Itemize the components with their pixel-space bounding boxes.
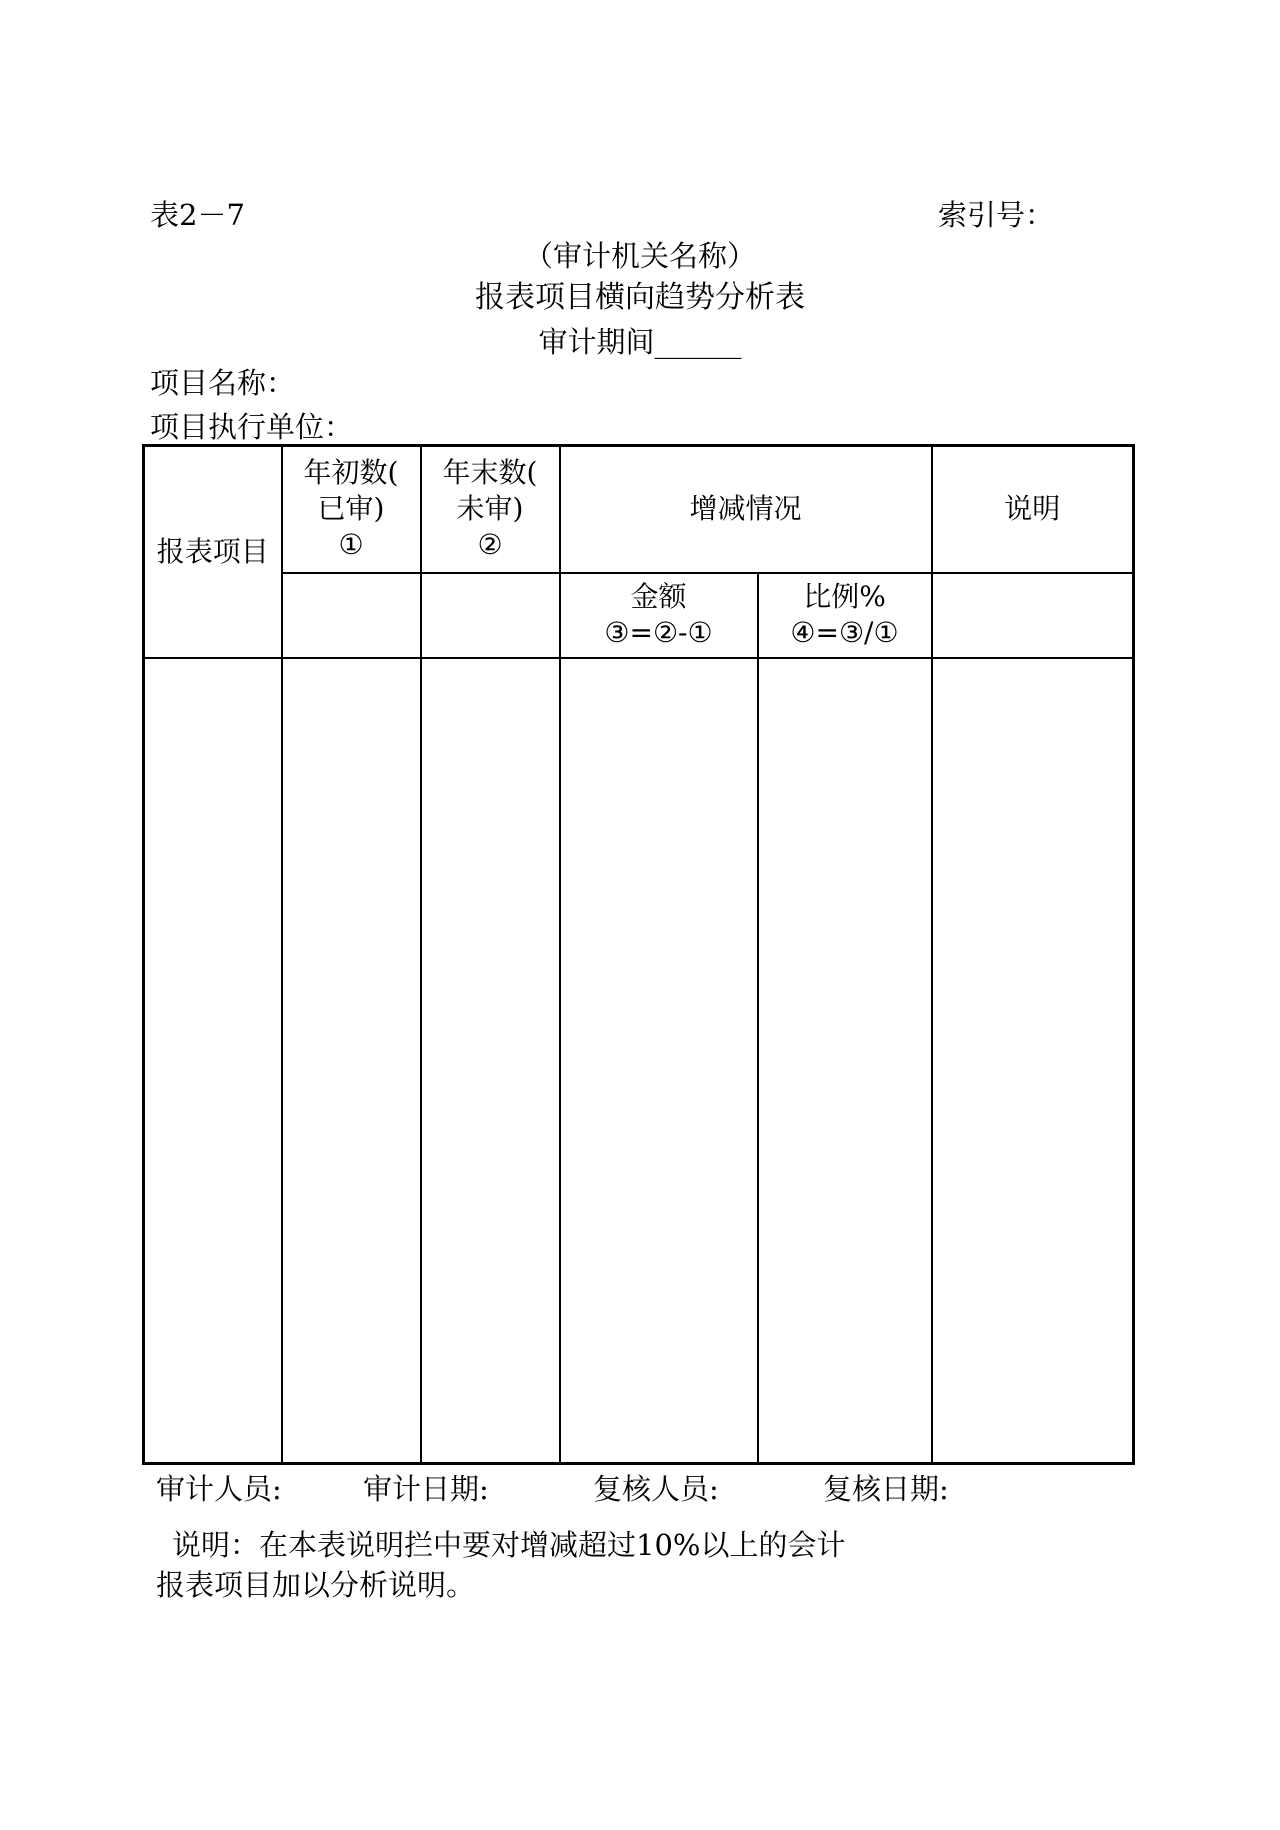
subheader-amount [560,573,758,658]
audit-date-label: 审计日期: [363,1472,489,1506]
subheader-ratio [758,573,932,658]
subheader-amount-line-2: ③=②-① [604,616,713,649]
header-change-situation [560,446,932,573]
header-closing-line-1: 年末数( [442,456,538,490]
auditor-label: 审计人员: [156,1472,282,1506]
header-opening-line-3: ① [338,528,364,562]
table-number: 表2－7 [150,198,245,232]
index-number-label: 索引号： [938,198,1055,232]
header-opening-line-2: 已审) [317,492,385,526]
subheader-ratio-line-2: ④=③/① [790,616,899,649]
executing-unit-label: 项目执行单位： [150,410,354,444]
organization-name: （审计机关名称） [523,239,756,273]
header-opening-line-1: 年初数( [303,456,399,490]
audit-period: 审计期间______ [538,325,742,359]
header-report-item-label: 报表项目 [156,534,269,568]
analysis-table [142,444,1135,1465]
header-report-item [144,446,282,658]
body-report-item-cell[interactable] [144,658,282,1464]
subheader-opening-blank [282,573,421,658]
header-closing-balance [421,446,560,573]
subheader-explanation-blank [932,573,1134,658]
header-explanation-label: 说明 [1004,492,1061,526]
body-explanation-cell[interactable] [932,658,1134,1464]
note-line-1: 说明：在本表说明拦中要对增减超过10%以上的会计 [172,1528,846,1562]
body-amount-cell[interactable] [560,658,758,1464]
subheader-closing-blank [421,573,560,658]
subheader-ratio-line-1: 比例% [803,580,886,613]
page-title: 报表项目横向趋势分析表 [475,280,805,315]
subheader-amount-line-1: 金额 [630,580,687,613]
body-closing-cell[interactable] [421,658,560,1464]
reviewer-label: 复核人员: [593,1472,719,1506]
header-change-label: 增减情况 [689,492,802,526]
header-explanation [932,446,1134,573]
body-ratio-cell[interactable] [758,658,932,1464]
header-closing-line-3: ② [477,528,503,562]
note-line-2: 报表项目加以分析说明。 [156,1568,476,1602]
header-closing-line-2: 未审) [456,492,524,526]
body-opening-cell[interactable] [282,658,421,1464]
review-date-label: 复核日期: [823,1472,949,1506]
header-opening-balance [282,446,421,573]
project-name-label: 项目名称： [150,366,296,400]
